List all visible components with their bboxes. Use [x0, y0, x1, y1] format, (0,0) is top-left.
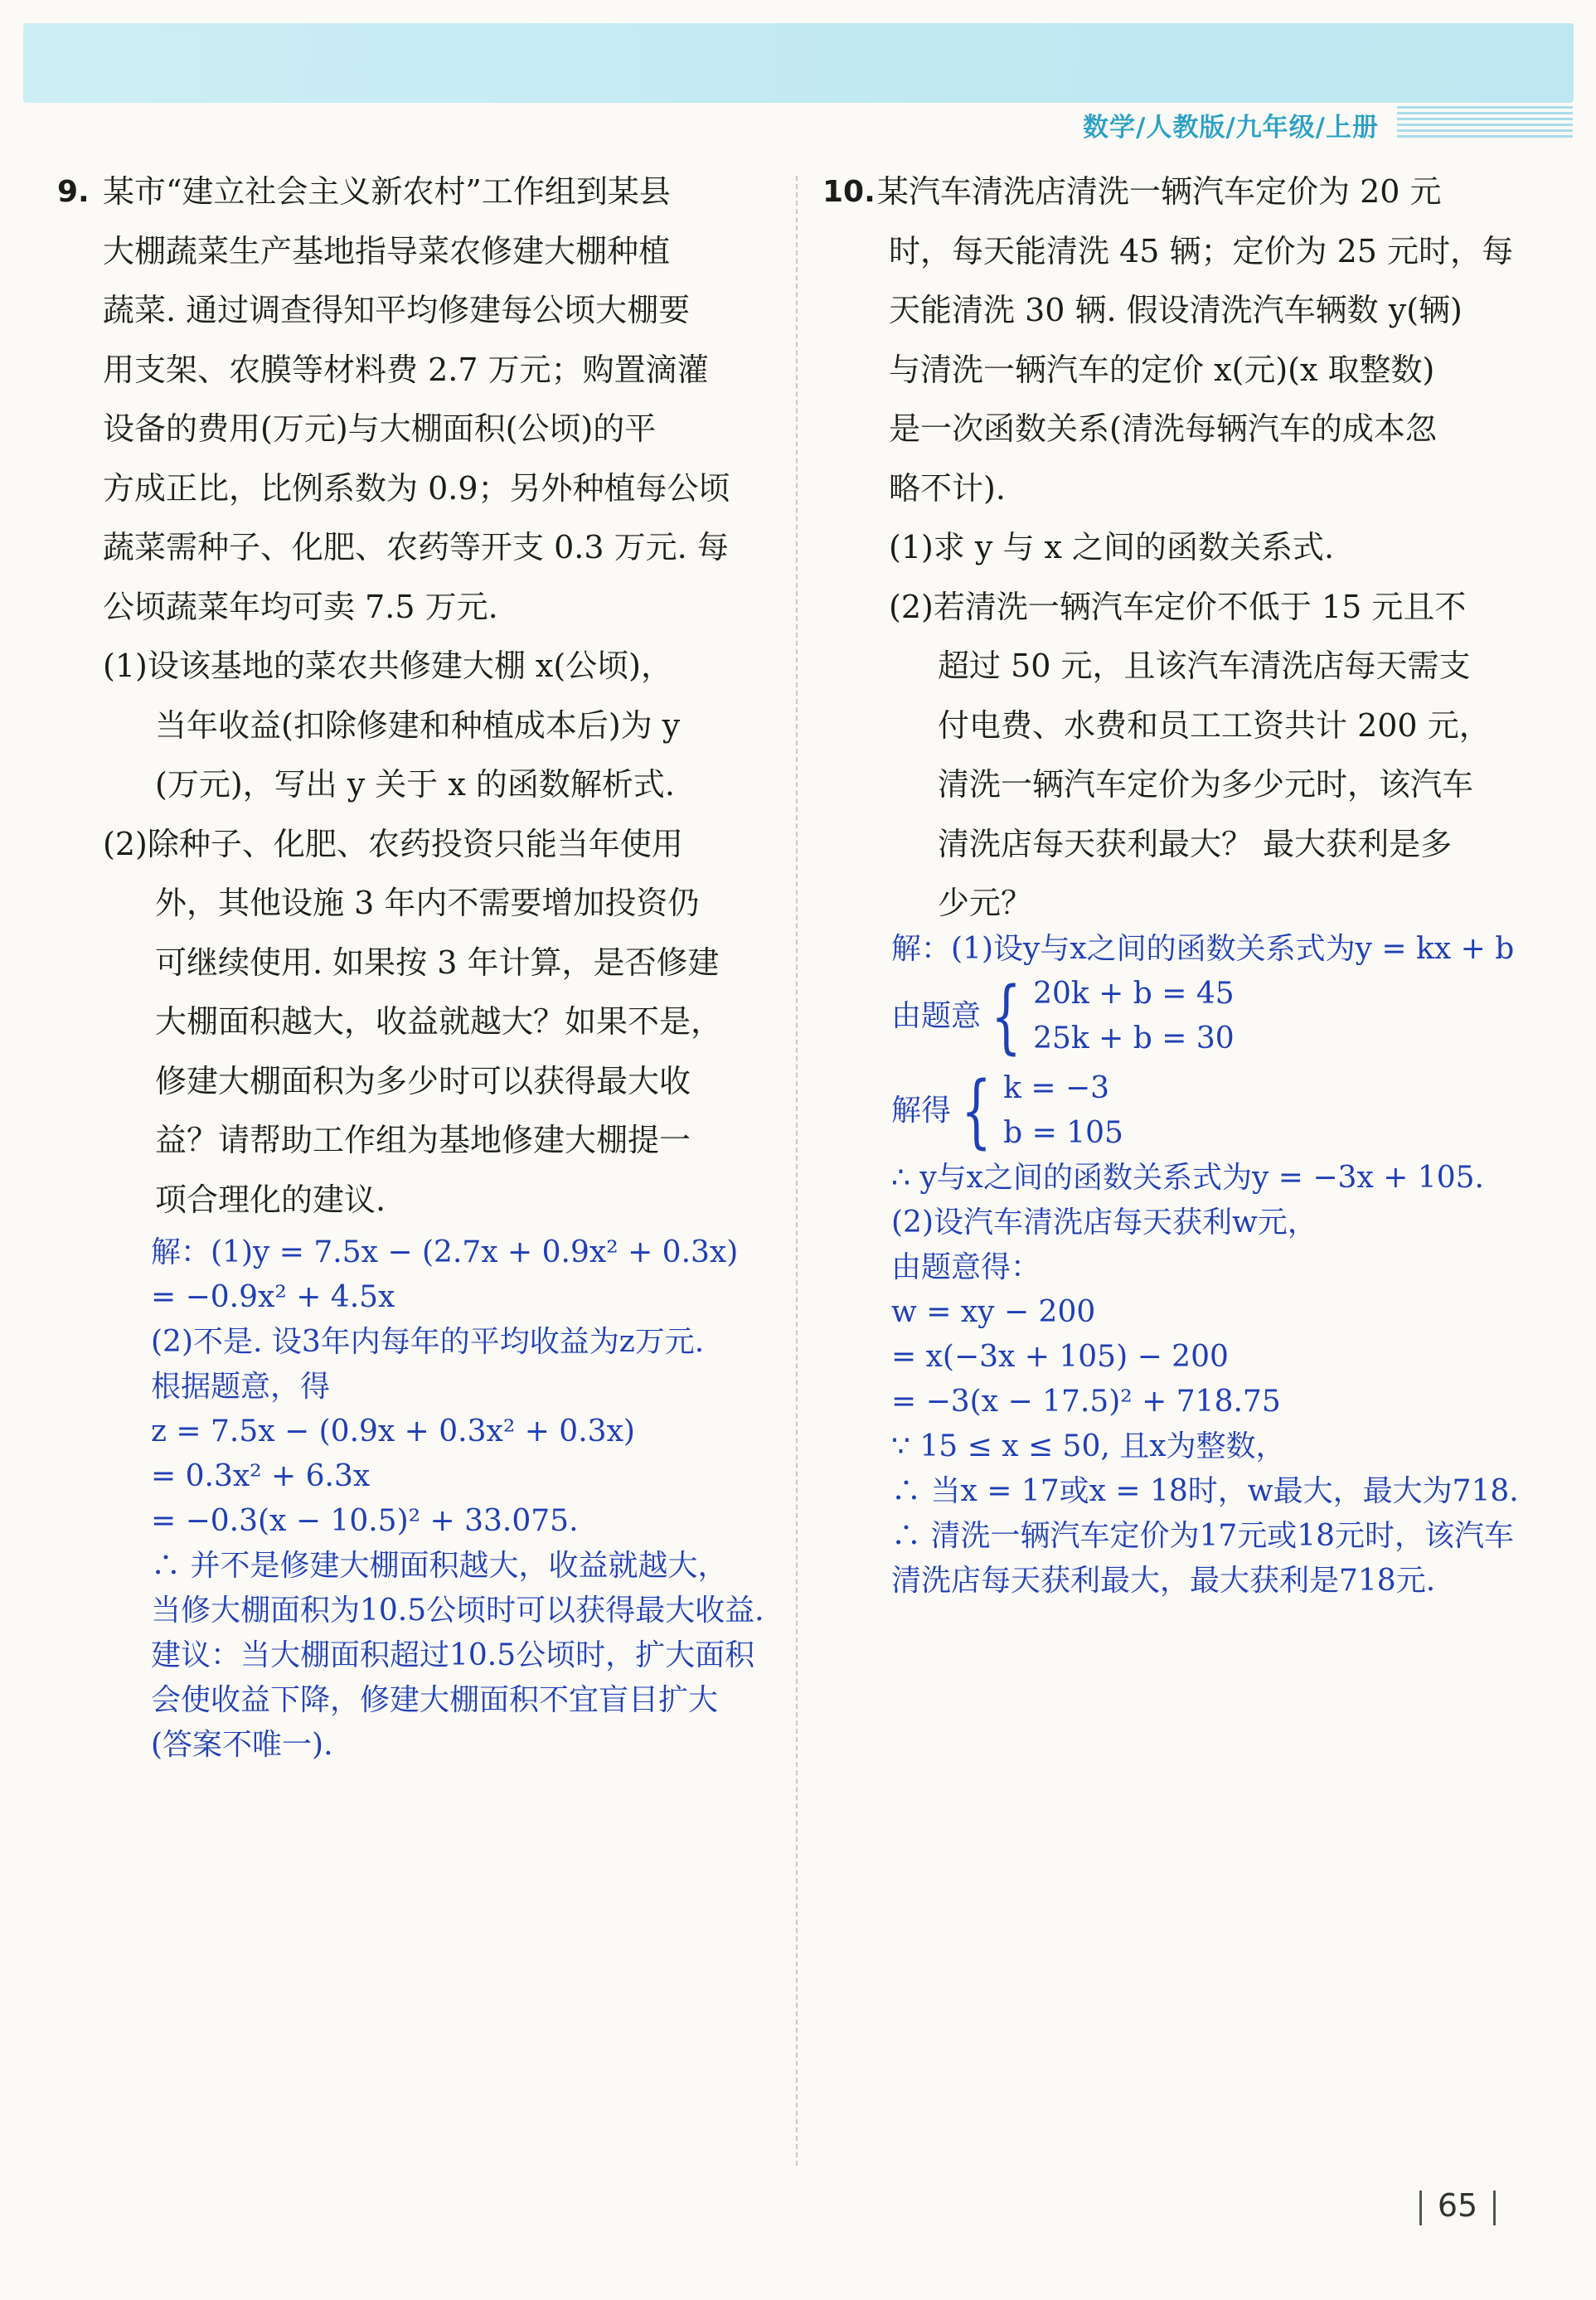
q10-part2-line-1: (2)若清洗一辆汽车定价不低于 15 元且不 [889, 588, 1467, 625]
q9-answer-line: = −0.3(x − 10.5)² + 33.075. [151, 1504, 579, 1538]
q9-answer-line: z = 7.5x − (0.9x + 0.3x² + 0.3x) [151, 1414, 635, 1448]
q9-answer-line: 解：(1)y = 7.5x − (2.7x + 0.9x² + 0.3x) [151, 1235, 739, 1269]
q10-system-1-eq: 20k + b = 45 [1033, 977, 1235, 1011]
q9-part1-line-2: 当年收益(扣除修建和种植成本后)为 y [155, 706, 681, 744]
q10-system-1-eq: 25k + b = 30 [1033, 1021, 1235, 1055]
q10-answer-line: ∴ 清洗一辆汽车定价为17元或18元时，该汽车 [891, 1519, 1515, 1553]
q9-line-1: 9. 某市“建立社会主义新农村”工作组到某县 [103, 163, 783, 222]
left-brace-icon: { [961, 1065, 992, 1157]
page-number: 65 [1408, 2187, 1507, 2224]
q10-answer-line: 由题意得： [891, 1250, 1041, 1284]
q9-part2-line-3: 可继续使用. 如果按 3 年计算，是否修建 [155, 944, 720, 981]
q9-answer-line: = 0.3x² + 6.3x [151, 1459, 371, 1493]
q9-number: 9. [57, 175, 90, 209]
left-brace-icon: { [991, 970, 1021, 1063]
q9-answer-line: 当修大棚面积为10.5公顷时可以获得最大收益. [151, 1594, 764, 1628]
q10-line-1: 10. 某汽车清洗店清洗一辆汽车定价为 20 元 [831, 163, 1511, 222]
q10-part2-line-4: 清洗一辆汽车定价为多少元时，该汽车 [938, 766, 1474, 803]
q10-answer-line: 解：(1)设y与x之间的函数关系式为y = kx + b [891, 932, 1515, 966]
q9-line-5: 设备的费用(万元)与大棚面积(公顷)的平 [103, 410, 657, 447]
q9-part2-line-5: 修建大棚面积为多少时可以获得最大收 [155, 1062, 691, 1099]
q10-answer-line: ∴ 当x = 17或x = 18时，w最大，最大为718. [891, 1474, 1519, 1508]
q9-answer-line: 建议：当大棚面积超过10.5公顷时，扩大面积 [151, 1638, 755, 1672]
header-banner [23, 23, 1574, 103]
q10-part1: (1)求 y 与 x 之间的函数关系式. [889, 529, 1335, 565]
q9-answer-line: 根据题意，得 [151, 1370, 331, 1404]
q9-line-4: 用支架、农膜等材料费 2.7 万元；购置滴灌 [103, 351, 709, 388]
q9-answer-line: ∴ 并不是修建大棚面积越大，收益就越大， [151, 1549, 728, 1583]
q9-line-6: 方成正比，比例系数为 0.9；另外种植每公顷 [103, 469, 730, 507]
q10-part2-line-3: 付电费、水费和员工工资共计 200 元， [938, 706, 1491, 744]
q10-part2-line-6: 少元？ [938, 885, 1033, 921]
q10-part2-line-2: 超过 50 元，且该汽车清洗店每天需支 [938, 648, 1471, 684]
q9-part2-line-6: 益？请帮助工作组为基地修建大棚提一 [155, 1122, 691, 1158]
q10-answer [891, 927, 1519, 1604]
q10-answer-line: ∵ 15 ≤ x ≤ 50, 且x为整数， [891, 1429, 1286, 1463]
q9-answer [151, 1230, 764, 1768]
header-stripes [1397, 106, 1573, 139]
q9-part2-line-2: 外，其他设施 3 年内不需要增加投资仍 [155, 885, 700, 921]
q10-number: 10. [822, 175, 876, 209]
q9-line-8: 公顷蔬菜年均可卖 7.5 万元. [103, 588, 498, 625]
q10-system-2 [891, 1066, 1519, 1156]
q10-answer-line: w = xy − 200 [891, 1295, 1096, 1329]
question-10 [822, 163, 1514, 934]
q9-answer-line: (2)不是. 设3年内每年的平均收益为z万元. [151, 1325, 705, 1359]
q10-part2-line-5: 清洗店每天获利最大？ 最大获利是多 [938, 825, 1453, 862]
q9-part1-line-1: (1)设该基地的菜农共修建大棚 x(公顷)， [103, 648, 672, 684]
q10-system-1 [891, 972, 1519, 1061]
q10-answer-line: = −3(x − 17.5)² + 718.75 [891, 1385, 1281, 1419]
q10-system-1-label: 由题意 [891, 999, 982, 1033]
q9-part1-line-3: (万元)，写出 y 关于 x 的函数解析式. [155, 766, 675, 803]
q9-part2-line-7: 项合理化的建议. [155, 1181, 386, 1218]
q10-line-2: 时，每天能清洗 45 辆；定价为 25 元时，每 [889, 232, 1514, 269]
q9-part2-line-1: (2)除种子、化肥、农药投资只能当年使用 [103, 825, 683, 862]
q10-line-5: 是一次函数关系(清洗每辆汽车的成本忽 [889, 410, 1437, 447]
q10-answer-line: = x(−3x + 105) − 200 [891, 1340, 1229, 1374]
q10-line-6: 略不计). [889, 469, 1006, 507]
q9-line-2: 大棚蔬菜生产基地指导菜农修建大棚种植 [103, 232, 671, 269]
question-9 [57, 163, 783, 1230]
column-divider [796, 176, 798, 2166]
q9-line-7: 蔬菜需种子、化肥、农药等开支 0.3 万元. 每 [103, 529, 729, 565]
q9-answer-line: (答案不唯一). [151, 1728, 333, 1762]
q9-answer-line: = −0.9x² + 4.5x [151, 1280, 395, 1314]
q10-line-4: 与清洗一辆汽车的定价 x(元)(x 取整数) [889, 351, 1435, 388]
q10-system-2-eq: k = −3 [1003, 1071, 1110, 1105]
q9-part2-line-4: 大棚面积越大，收益就越大？如果不是， [155, 1003, 723, 1040]
q10-answer-line: ∴ y与x之间的函数关系式为y = −3x + 105. [891, 1161, 1484, 1195]
q10-answer-line: 清洗店每天获利最大，最大获利是718元. [891, 1564, 1436, 1598]
q10-answer-line: (2)设汽车清洗店每天获利w元， [891, 1206, 1317, 1240]
q10-line-3: 天能清洗 30 辆. 假设清洗汽车辆数 y(辆) [889, 292, 1463, 328]
book-tag: 数学/人教版/九年级/上册 [1083, 113, 1379, 143]
q10-system-2-eq: b = 105 [1003, 1116, 1123, 1150]
q9-answer-line: 会使收益下降，修建大棚面积不宜盲目扩大 [151, 1683, 719, 1717]
q10-system-2-label: 解得 [891, 1094, 952, 1128]
q9-line-3: 蔬菜. 通过调查得知平均修建每公顷大棚要 [103, 292, 691, 328]
